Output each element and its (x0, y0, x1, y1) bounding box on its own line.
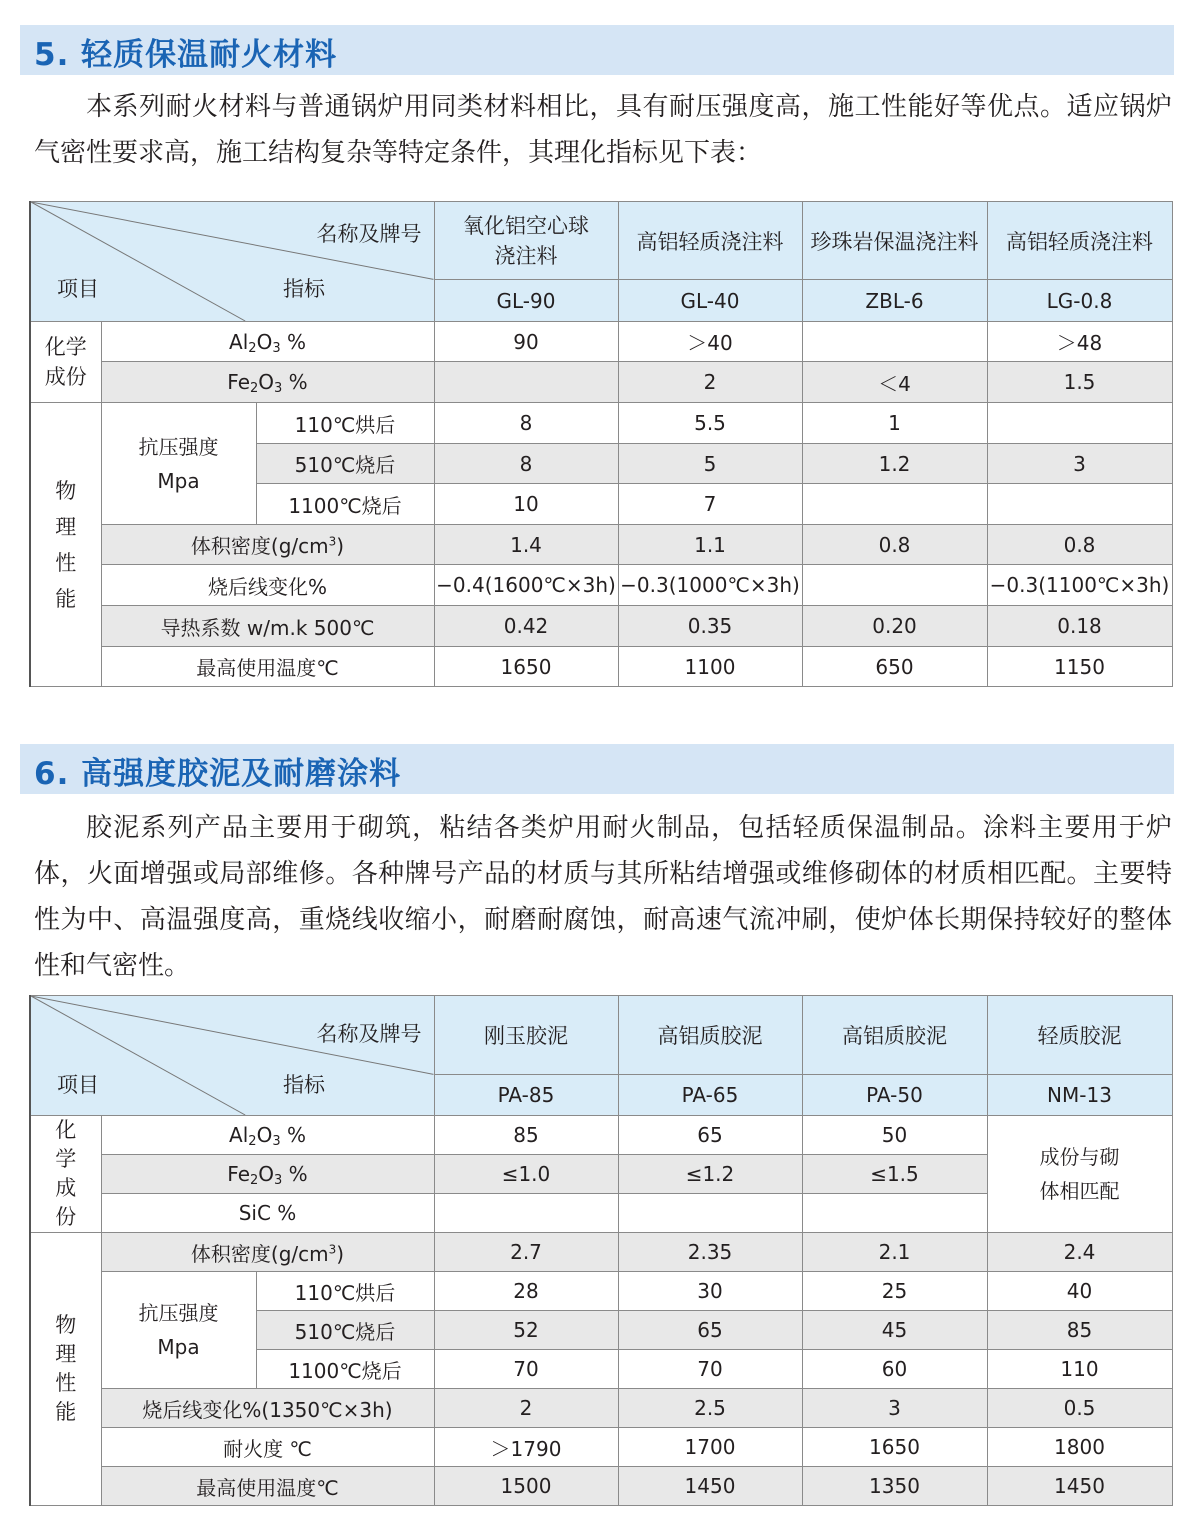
table-cell: 30 (618, 1272, 802, 1311)
table-cell: 5 (618, 444, 802, 484)
corner-index-label: 指标 (283, 1073, 325, 1097)
table-cell: 0.20 (802, 606, 987, 647)
strength-condition: 110℃烘后 (256, 403, 434, 444)
table-cell: 10 (434, 484, 618, 525)
strength-condition: 510℃烧后 (256, 1311, 434, 1350)
linear-change-label: 烧后线变化%(1350℃×3h) (101, 1389, 434, 1428)
table-cell: 52 (434, 1311, 618, 1350)
section6-intro: 胶泥系列产品主要用于砌筑，粘结各类炉用耐火制品，包括轻质保温制品。涂料主要用于炉体，火面增强或局部维修。各种牌号产品的材质与其所粘结增强或维修砌体的材质相匹配。主要特性为中、高温强度高，重烧线收缩小，耐磨耐腐蚀，耐高速气流冲刷，使炉体长期保持较好的整体性和气密性。 (34, 813, 1172, 981)
table-cell: 70 (618, 1350, 802, 1389)
table-cell: 28 (434, 1272, 618, 1311)
chem-group-label: 化学 成份 (30, 322, 101, 403)
section6-table (29, 995, 1173, 1506)
strength-condition: 1100℃烧后 (256, 1350, 434, 1389)
product-code: LG-0.8 (987, 280, 1172, 322)
table-cell (987, 484, 1172, 525)
table-cell: 2 (618, 362, 802, 403)
product-code: ZBL-6 (802, 280, 987, 322)
table-cell: 7 (618, 484, 802, 525)
table-cell: 0.8 (802, 525, 987, 565)
corner-index-label: 指标 (283, 277, 325, 301)
table-cell: 0.5 (987, 1389, 1172, 1428)
sic-label: SiC % (101, 1194, 434, 1233)
table-cell: 2 (434, 1389, 618, 1428)
refractoriness-label: 耐火度 ℃ (101, 1428, 434, 1467)
fe2o3-label: $Fe_2O_3$ % (101, 362, 434, 403)
product-code: PA-50 (802, 1075, 987, 1116)
table-cell: 1350 (802, 1467, 987, 1506)
corner-name-label: 名称及牌号 (316, 222, 422, 246)
table5-corner (30, 202, 434, 322)
product-name: 高铝轻质浇注料 (618, 202, 802, 280)
product-name: 轻质胶泥 (987, 996, 1172, 1075)
max-temp-label: 最高使用温度℃ (101, 647, 434, 687)
product-name: 刚玉胶泥 (434, 996, 618, 1075)
table-cell: 50 (802, 1116, 987, 1155)
table-cell: 1.1 (618, 525, 802, 565)
strength-condition: 1100℃烧后 (256, 484, 434, 525)
table-cell: 0.42 (434, 606, 618, 647)
product-name: 高铝轻质浇注料 (987, 202, 1172, 280)
product-name: 珍珠岩保温浇注料 (802, 202, 987, 280)
corner-item-label: 项目 (57, 277, 99, 301)
table-cell: 5.5 (618, 403, 802, 444)
chem-group-label: 化 学 成 份 (30, 1116, 101, 1233)
table-cell: 1650 (802, 1428, 987, 1467)
table-cell: ＞40 (618, 322, 802, 362)
table-cell: 110 (987, 1350, 1172, 1389)
nm13-chem-note: 成份与砌 体相匹配 (987, 1116, 1172, 1233)
section5-header (20, 25, 1174, 75)
table-cell: 1500 (434, 1467, 618, 1506)
table-cell: 25 (802, 1272, 987, 1311)
table-cell: 1 (802, 403, 987, 444)
corner-name-label: 名称及牌号 (316, 1022, 422, 1046)
table-cell: ＞48 (987, 322, 1172, 362)
table-cell: 0.18 (987, 606, 1172, 647)
table-cell: 1100 (618, 647, 802, 687)
table-cell: ＞1790 (434, 1428, 618, 1467)
table-cell: 2.4 (987, 1233, 1172, 1272)
table-cell: −0.3(1100℃×3h) (987, 565, 1172, 606)
strength-condition: 510℃烧后 (256, 444, 434, 484)
table-cell: 90 (434, 322, 618, 362)
table-cell: 85 (987, 1311, 1172, 1350)
product-code: NM-13 (987, 1075, 1172, 1116)
table-cell (802, 322, 987, 362)
table-cell (802, 565, 987, 606)
table-cell: −0.4(1600℃×3h) (434, 565, 618, 606)
table-cell: −0.3(1000℃×3h) (618, 565, 802, 606)
table-cell: 1450 (987, 1467, 1172, 1506)
table-cell: 2.5 (618, 1389, 802, 1428)
product-code: PA-65 (618, 1075, 802, 1116)
section5-title: 5. 轻质保温耐火材料 (34, 37, 338, 73)
phys-group-label: 物 理 性 能 (30, 1233, 101, 1506)
table-cell: 65 (618, 1116, 802, 1155)
table6-corner (30, 996, 434, 1116)
table-cell: 1650 (434, 647, 618, 687)
product-code: PA-85 (434, 1075, 618, 1116)
table-cell (987, 403, 1172, 444)
phys-group-label: 物 理 性 能 (30, 403, 101, 687)
table-cell: 8 (434, 403, 618, 444)
table-cell: ≤1.0 (434, 1155, 618, 1194)
section5-intro: 本系列耐火材料与普通锅炉用同类材料相比，具有耐压强度高，施工性能好等优点。适应锅炉气密性要求高，施工结构复杂等特定条件，其理化指标见下表： (34, 92, 1172, 168)
strength-condition: 110℃烘后 (256, 1272, 434, 1311)
table-cell: 1800 (987, 1428, 1172, 1467)
table-cell: 2.7 (434, 1233, 618, 1272)
table-cell: 3 (987, 444, 1172, 484)
table-cell: 70 (434, 1350, 618, 1389)
table-cell: 85 (434, 1116, 618, 1155)
table-cell: 8 (434, 444, 618, 484)
table-cell: 1.5 (987, 362, 1172, 403)
table-cell: 1700 (618, 1428, 802, 1467)
linear-change-label: 烧后线变化% (101, 565, 434, 606)
product-name: 高铝质胶泥 (618, 996, 802, 1075)
density-label: 体积密度$(g/cm^3)$ (101, 1233, 434, 1272)
product-code: GL-40 (618, 280, 802, 322)
table-cell: 1.2 (802, 444, 987, 484)
table-cell (618, 1194, 802, 1233)
fe2o3-label: $Fe_2O_3$ % (101, 1155, 434, 1194)
table-cell: 1450 (618, 1467, 802, 1506)
table-cell: 0.35 (618, 606, 802, 647)
table-cell: 60 (802, 1350, 987, 1389)
table-cell: 1.4 (434, 525, 618, 565)
table-cell: ＜4 (802, 362, 987, 403)
section5-table (29, 201, 1173, 687)
strength-label: 抗压强度 Mpa (101, 1272, 256, 1389)
table-cell: 650 (802, 647, 987, 687)
section6-header (20, 744, 1174, 794)
table-cell (802, 1194, 987, 1233)
table-cell: 1150 (987, 647, 1172, 687)
al2o3-label: $Al_2O_3$ % (101, 1116, 434, 1155)
product-name: 高铝质胶泥 (802, 996, 987, 1075)
product-code: GL-90 (434, 280, 618, 322)
product-name: 氧化铝空心球 浇注料 (434, 202, 618, 280)
table-cell (802, 484, 987, 525)
table-cell (434, 1194, 618, 1233)
table-cell: 3 (802, 1389, 987, 1428)
section6-title: 6. 高强度胶泥及耐磨涂料 (34, 756, 402, 792)
table-cell: ≤1.2 (618, 1155, 802, 1194)
table-cell: ≤1.5 (802, 1155, 987, 1194)
max-temp-label: 最高使用温度℃ (101, 1467, 434, 1506)
table-cell: 65 (618, 1311, 802, 1350)
al2o3-label: $Al_2O_3$ % (101, 322, 434, 362)
conductivity-label: 导热系数 w/m.k 500℃ (101, 606, 434, 647)
table-cell: 2.35 (618, 1233, 802, 1272)
density-label: 体积密度$(g/cm^3)$ (101, 525, 434, 565)
table-cell (434, 362, 618, 403)
table-cell: 0.8 (987, 525, 1172, 565)
table-cell: 45 (802, 1311, 987, 1350)
corner-item-label: 项目 (57, 1073, 99, 1097)
table-cell: 2.1 (802, 1233, 987, 1272)
table-cell: 40 (987, 1272, 1172, 1311)
strength-label: 抗压强度 Mpa (101, 403, 256, 525)
